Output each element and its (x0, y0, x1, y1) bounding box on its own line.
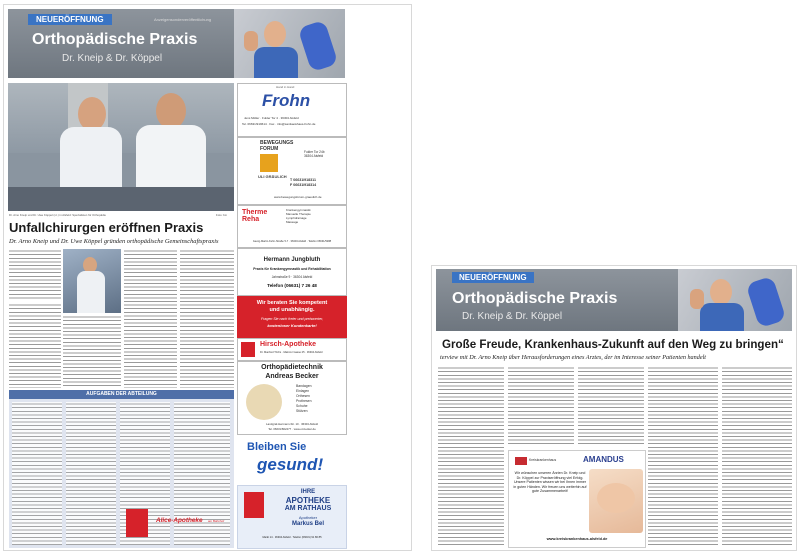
therme-item: Krankengymnastik (286, 208, 311, 212)
frohn-tel: Tel. 06631/919614 · Fax · info@sanitaetshaus-frohn.de (242, 122, 316, 126)
face-shape (264, 21, 286, 47)
supplement-caption: Anzeigensonderveröffentlichung (154, 17, 212, 22)
article-headline: Unfallchirurgen eröffnen Praxis (9, 220, 204, 235)
becker-items (296, 384, 311, 414)
tasks-column-1 (12, 402, 62, 545)
doctor-right-head (156, 93, 186, 129)
jungbluth-ad (237, 248, 347, 296)
rathaus-line3: AM RATHAUS (284, 505, 332, 512)
exam-body (77, 271, 105, 313)
therme-name: Therme Reha (242, 209, 268, 223)
bleiben-line2: gesund! (257, 455, 324, 474)
shirt-shape (254, 47, 298, 78)
article-column-5 (722, 366, 792, 546)
left-newspaper-page (4, 5, 411, 550)
becker-tel: Tel. 06631/802477 · www.ot-becker.de (268, 427, 316, 431)
article-column-3 (578, 366, 644, 446)
hospital-logo-icon (515, 457, 527, 465)
bleiben-gesund-ad (237, 435, 345, 483)
bleiben-line1: Bleiben Sie (247, 441, 307, 453)
page-subtitle: Dr. Kneip & Dr. Köppel (462, 311, 563, 322)
hand-shape (597, 483, 635, 513)
becker-name: Andreas Becker (265, 373, 319, 380)
right-newspaper-page (432, 266, 796, 550)
article-column-4 (124, 249, 177, 388)
article-headline: Große Freude, Krankenhaus-Zukunft auf den Weg zu bringen“ (442, 338, 784, 351)
desk (8, 187, 234, 211)
jungbluth-tel: Telefon (06631) 7 26 48 (267, 283, 317, 288)
bewegungsforum-ad (237, 137, 347, 205)
rathaus-line5: Markus Bel (291, 521, 324, 527)
page-subtitle: Dr. Kneip & Dr. Köppel (62, 53, 163, 64)
thumbs-up-photo (678, 269, 792, 331)
article-column-4 (648, 366, 718, 546)
tasks-box-header: AUFGABEN DER ABTEILUNG (9, 390, 234, 399)
hospital-ad-text: Wir wünschen unseren Ärzten Dr. Kneip und Dr. Köppel zur Praxiseröffnung viel Erfolg. Unsere Patienten wissen wir bei Ihnen immer in guten Händen. Wir freuen uns weiterhin auf gute Zusammenarbeit! (513, 471, 587, 494)
becker-address: Landgraf-Hermann-Str. 10 · 36304 Alsfeld (266, 422, 318, 426)
becker-logo (246, 384, 282, 420)
article-column-1 (9, 249, 61, 301)
forum-logo (260, 154, 278, 172)
therme-footer: Georg-Martin-Kuhn-Straße 5-7 · 36304 Alsfeld · Telefon 06631/5288 (252, 240, 332, 243)
cast-shape (298, 20, 339, 72)
alice-name: Alice-Apotheke (156, 517, 203, 524)
beratung-line3: Fragen Sie nach freier und preiswerter, (260, 317, 324, 321)
rathaus-footer: Markt 14 · 36304 Alsfeld · Telefon (06631) 91 80 85 (262, 536, 322, 539)
rathaus-line1: IHRE (300, 489, 316, 495)
hirsch-line: Dr. Manfred Trichs · Mainzer Gasse 25 · 36304 Alsfeld (260, 351, 323, 354)
tasks-column-2 (66, 402, 116, 545)
kreiskrankenhaus-ad (508, 450, 646, 548)
hirsch-apotheke-ad (237, 338, 347, 361)
rathaus-line4: Apotheker (298, 515, 318, 520)
new-opening-tag: NEUERÖFFNUNG (452, 272, 534, 283)
becker-item: Stützen (296, 409, 308, 413)
rathaus-apotheke-ad (237, 485, 347, 549)
therme-items (286, 208, 344, 224)
becker-item: Einlagen (296, 389, 310, 393)
hands-photo (589, 469, 643, 533)
jungbluth-line: Praxis für Krankengymnastik und Rehabilitation (253, 267, 331, 271)
jungbluth-name: Hermann Jungbluth (263, 257, 321, 263)
becker-ad (237, 361, 347, 435)
examination-photo (63, 249, 121, 313)
thumbs-up-photo (234, 9, 345, 78)
article-column-3 (63, 315, 121, 388)
apotheke-a-icon (126, 509, 148, 537)
forum-name: BEWEGUNGS FORUM (260, 140, 294, 152)
shirt-shape (700, 303, 744, 331)
alice-sub: am Bahnhof (208, 519, 225, 523)
forum-web: www.bewegungsforum-graeulich.de (274, 195, 322, 199)
thumb-shape (244, 31, 258, 51)
article-column-2 (9, 303, 61, 388)
frohn-ad (237, 83, 347, 137)
jungbluth-address: Jahnstraße 9 · 36304 Alsfeld (271, 275, 313, 279)
doctors-photo (8, 83, 234, 211)
amandus-logo: AMANDUS (583, 455, 624, 464)
hospital-url: www.kreiskrankenhaus-alsfeld.de (546, 537, 608, 541)
frohn-line: Jens Müller · Fulder Tor 4 · 36304 Alsfeld (244, 116, 299, 120)
photo-credit: Foto: bm (216, 213, 228, 217)
becker-item: Prothesen (296, 399, 312, 403)
face-shape (710, 279, 732, 305)
cast-shape (746, 276, 787, 328)
hirsch-name: Hirsch-Apotheke (260, 341, 317, 348)
article-column-2 (508, 366, 574, 446)
becker-item: Schuhe (296, 404, 308, 408)
forum-address: Fulder Tor 24b 36304 Alsfeld (304, 150, 325, 158)
beratung-line4: kostenloser Kundenkarte! (267, 323, 317, 328)
page-title: Orthopädische Praxis (32, 31, 198, 48)
beratung-ad (237, 296, 347, 338)
new-opening-tag: NEUERÖFFNUNG (28, 14, 112, 25)
apotheke-a-icon (241, 342, 255, 357)
beratung-line2: und unabhängig. (269, 307, 315, 313)
thumb-shape (690, 289, 704, 309)
article-subheadline: Dr. Arno Kneip und Dr. Uwe Köppel gründen orthopädische Gemeinschaftspraxis (9, 238, 219, 245)
alice-apotheke-ad (122, 503, 234, 547)
apotheke-a-icon (244, 492, 264, 518)
becker-item: Orthesen (296, 394, 310, 398)
forum-tel: T 06631/918311 F 06631/918314 (290, 178, 317, 187)
therme-reha-ad (237, 205, 347, 248)
article-subheadline: terview mit Dr. Arno Kneip über Herausforderungen eines Arztes, der im Interesse seiner Patienten handelt (440, 354, 707, 361)
becker-item: Bandagen (296, 384, 312, 388)
beratung-line1: Wir beraten Sie kompetent (256, 300, 328, 306)
therme-item: Lymphdrainage (286, 216, 307, 220)
forum-owner: ULI GRÄULICH (258, 174, 287, 179)
hospital-logo-text: Kreiskrankenhaus (529, 458, 557, 462)
doctor-left-head (78, 97, 106, 131)
therme-item: Massage (286, 220, 299, 224)
frohn-name: Frohn (262, 91, 311, 110)
article-column-5 (180, 249, 234, 388)
rathaus-line2: APOTHEKE (285, 496, 331, 505)
photo-caption: Dr. Arno Kneip und Dr. Uwe Köppel (v.l.) in Alsfeld: Spezialisten für Orthopädie (9, 213, 106, 217)
becker-title: Orthopädietechnik (261, 364, 323, 371)
therme-item: Manuelle Therapie (286, 212, 311, 216)
frohn-hand-text: Hand in Hand (276, 85, 295, 89)
page-title: Orthopädische Praxis (452, 290, 618, 307)
article-column-1 (438, 366, 504, 546)
